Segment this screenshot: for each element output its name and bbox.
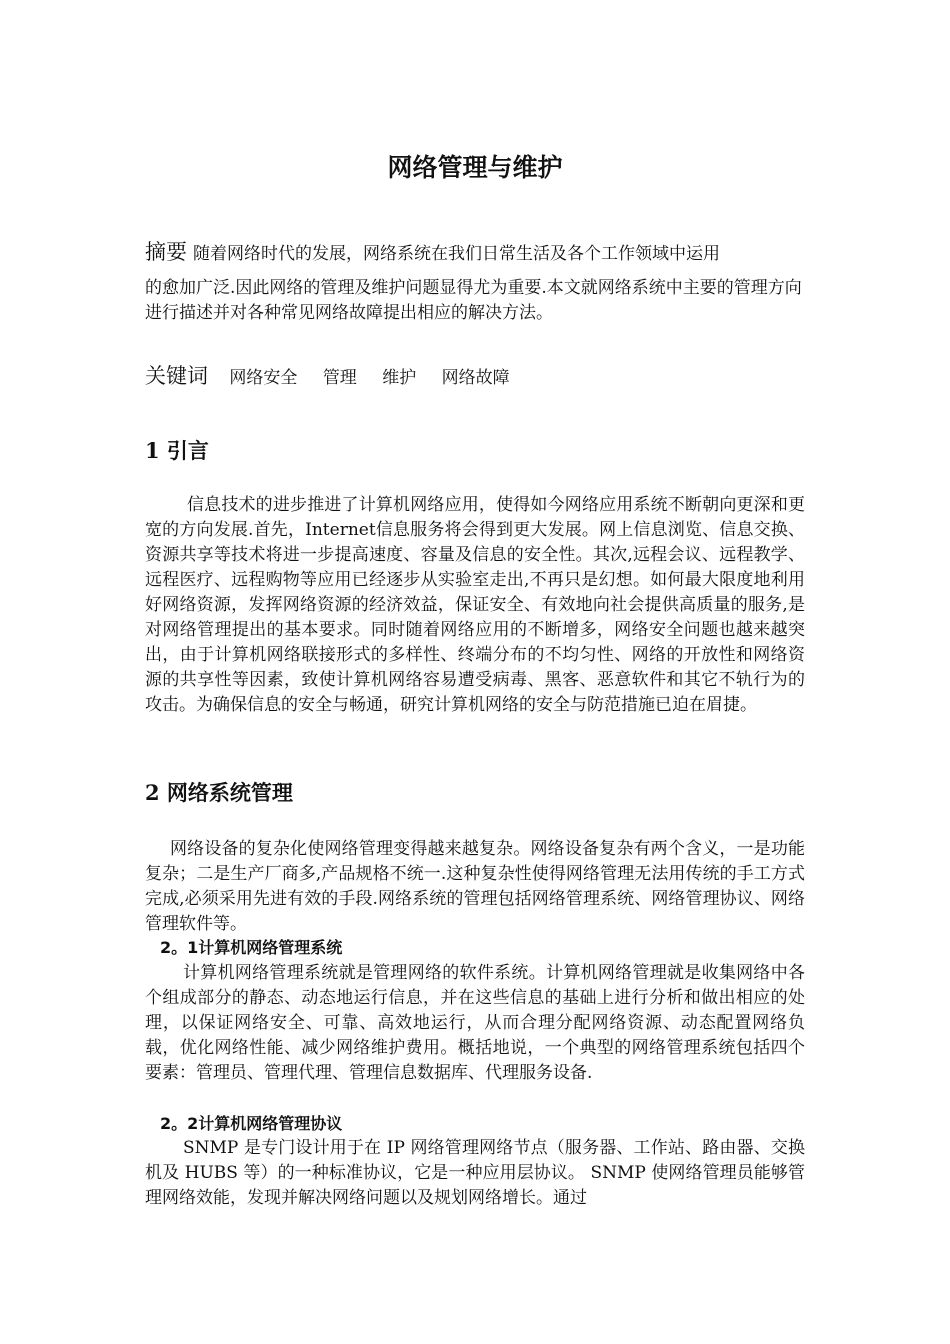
document-title: 网络管理与维护 — [387, 152, 563, 182]
keyword: 管理 — [322, 368, 357, 388]
abstract-text-rest: 的愈加广泛.因此网络的管理及维护问题显得尤为重要.本文就网络系统中主要的管理方向进行描述并对各种常见网络故障提出相应的解决方法。 — [145, 278, 802, 323]
abstract-first-line — [145, 234, 805, 272]
subsection-heading-management-system: 2。1计算机网络管理系统 — [160, 938, 343, 957]
abstract-text-line1: 随着网络时代的发展，网络系统在我们日常生活及各个工作领域中运用 — [193, 244, 720, 264]
section-heading-intro: 1 引言 — [145, 438, 209, 463]
abstract-label: 摘要 — [145, 240, 187, 264]
keywords — [145, 360, 805, 394]
subsection-heading-management-protocol: 2。2计算机网络管理协议 — [160, 1114, 343, 1133]
abstract — [145, 234, 805, 326]
paragraph-management-protocol: SNMP 是专门设计用于在 IP 网络管理网络节点（服务器、工作站、路由器、交换机及 HUBS 等）的一种标准协议，它是一种应用层协议。 SNMP 使网络管理员能够管理网络效能，发现并解决网络问题以及规划网络增长。通过 — [145, 1138, 805, 1208]
paragraph-intro: 信息技术的进步推进了计算机网络应用，使得如今网络应用系统不断朝向更深和更宽的方向发展.首先，Internet信息服务将会得到更大发展。网上信息浏览、信息交换、资源共享等技术将进一步提高速度、容量及信息的安全性。其次,远程会议、远程教学、远程医疗、远程购物等应用已经逐步从实验室走出,不再只是幻想。如何最大限度地利用好网络资源，发挥网络资源的经济效益，保证安全、有效地向社会提供高质量的服务,是对网络管理提出的基本要求。同时随着网络应用的不断增多，网络安全问题也越来越突出，由于计算机网络联接形式的多样性、终端分布的不均匀性、网络的开放性和网络资源的共享性等因素，致使计算机网络容易遭受病毒、黑客、恶意软件和其它不轨行为的攻击。为确保信息的安全与畅通，研究计算机网络的安全与防范措施已迫在眉捷。 — [145, 495, 805, 715]
section-heading-network-management: 2 网络系统管理 — [145, 780, 293, 805]
keyword: 维护 — [382, 368, 417, 388]
keyword: 网络故障 — [441, 368, 510, 388]
keywords-label: 关键词 — [145, 364, 208, 388]
keyword: 网络安全 — [229, 368, 298, 388]
paragraph-network-management: 网络设备的复杂化使网络管理变得越来越复杂。网络设备复杂有两个含义，一是功能复杂；二是生产厂商多,产品规格不统一.这种复杂性使得网络管理无法用传统的手工方式完成,必须采用先进有效的手段.网络系统的管理包括网络管理系统、网络管理协议、网络管理软件等。 — [145, 839, 805, 934]
paragraph-management-system: 计算机网络管理系统就是管理网络的软件系统。计算机网络管理就是收集网络中各个组成部分的静态、动态地运行信息，并在这些信息的基础上进行分析和做出相应的处理，以保证网络安全、可靠、高效地运行，从而合理分配网络资源、动态配置网络负载，优化网络性能、减少网络维护费用。概括地说，一个典型的网络管理系统包括四个要素：管理员、管理代理、管理信息数据库、代理服务设备. — [145, 963, 805, 1083]
